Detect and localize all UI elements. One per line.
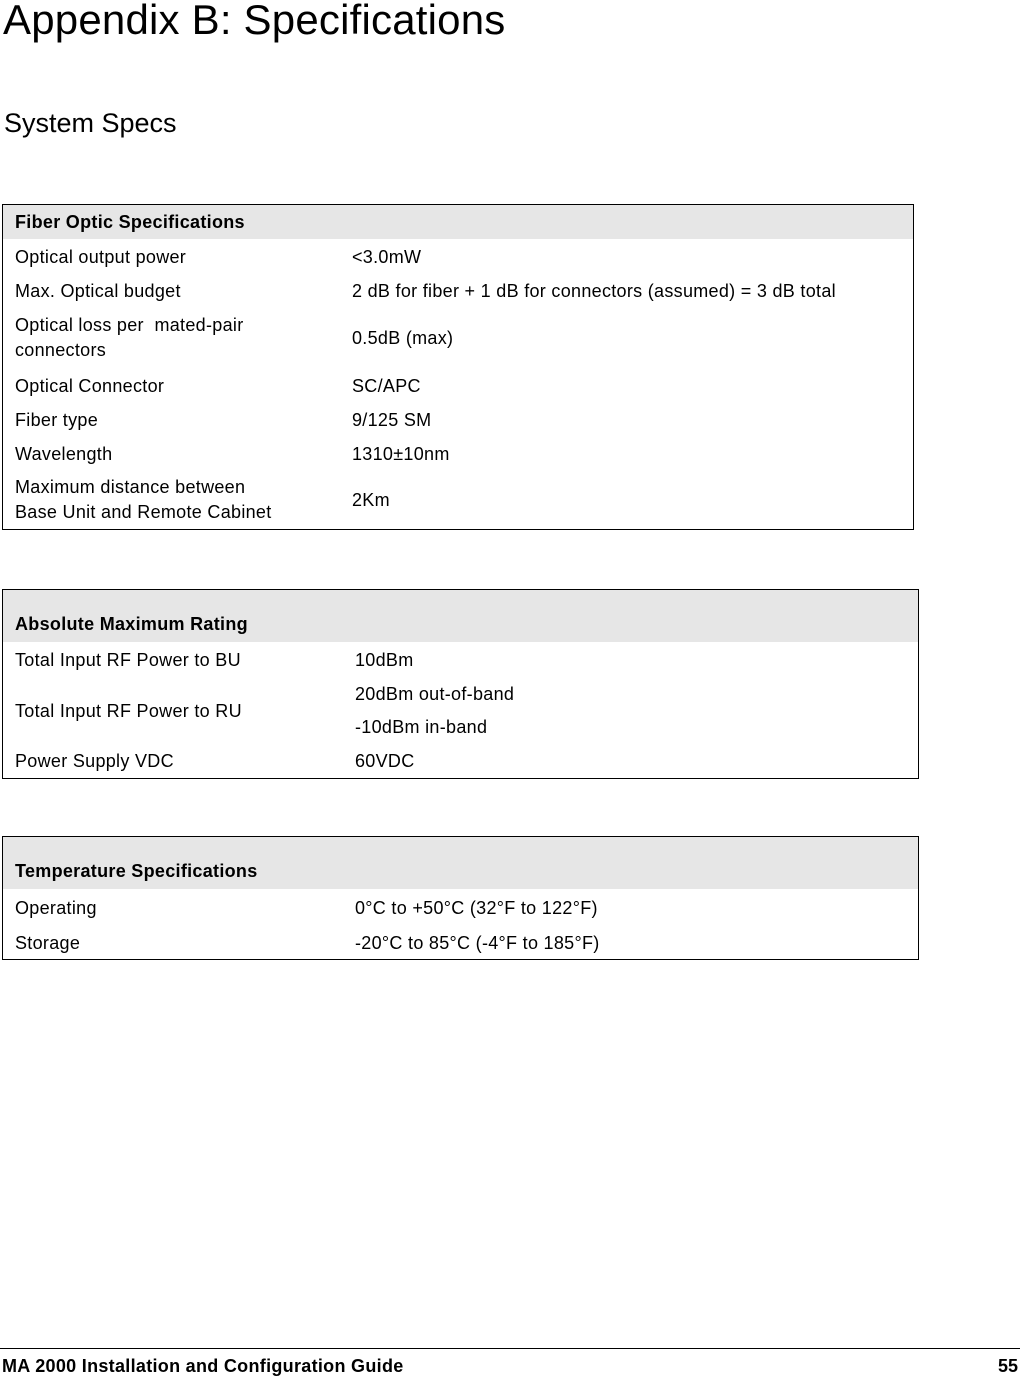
spec-value: 60VDC — [355, 750, 415, 771]
fiber-optic-table-header — [3, 205, 913, 239]
spec-value: 1310±10nm — [352, 443, 450, 464]
spec-value: <3.0mW — [352, 246, 422, 267]
spec-label: Total Input RF Power to RU — [15, 700, 242, 721]
table-row — [3, 307, 913, 369]
spec-value-line: 20dBm out-of-band — [355, 684, 515, 704]
spec-value: 2 dB for fiber + 1 dB for connectors (assumed) = 3 dB total — [352, 280, 836, 301]
table-row — [3, 275, 913, 307]
spec-label-line: connectors — [15, 340, 107, 360]
footer-divider — [0, 1348, 1020, 1349]
spec-label: Wavelength — [15, 443, 113, 464]
spec-value-line: -10dBm in-band — [355, 717, 488, 737]
spec-label — [3, 475, 352, 525]
spec-label: Power Supply VDC — [15, 750, 174, 771]
spec-value: 0°C to +50°C (32°F to 122°F) — [355, 897, 598, 918]
spec-value: 0.5dB (max) — [352, 327, 454, 348]
spec-label: Max. Optical budget — [15, 280, 181, 301]
table-row — [3, 678, 918, 744]
temperature-table — [2, 836, 919, 960]
footer-guide-title: MA 2000 Installation and Configuration Guide — [2, 1356, 404, 1376]
table-row — [3, 437, 913, 471]
fiber-optic-header-label: Fiber Optic Specifications — [15, 211, 245, 232]
table-row — [3, 403, 913, 437]
spec-label-line: Base Unit and Remote Cabinet — [15, 502, 272, 522]
spec-value: 9/125 SM — [352, 409, 432, 430]
spec-label: Fiber type — [15, 409, 99, 430]
spec-value — [355, 678, 514, 744]
spec-value: 2Km — [352, 489, 390, 510]
spec-value: -20°C to 85°C (-4°F to 185°F) — [355, 932, 600, 953]
table-row — [3, 369, 913, 403]
table-row — [3, 642, 918, 678]
spec-label-line: Optical loss per mated-pair — [15, 315, 244, 335]
table-row — [3, 927, 918, 959]
spec-label: Operating — [15, 897, 97, 918]
spec-label: Optical output power — [15, 246, 187, 267]
table-row — [3, 744, 918, 778]
table-row — [3, 471, 913, 529]
section-title: System Specs — [4, 108, 177, 138]
absolute-maximum-table-header — [3, 590, 918, 642]
fiber-optic-table — [2, 204, 914, 530]
absolute-maximum-table — [2, 589, 919, 779]
spec-value: SC/APC — [352, 375, 421, 396]
page-title: Appendix B: Specifications — [3, 0, 506, 43]
spec-label: Storage — [15, 932, 81, 953]
spec-label — [3, 313, 352, 363]
temperature-header-label: Temperature Specifications — [15, 861, 258, 881]
absolute-maximum-header-label: Absolute Maximum Rating — [15, 614, 248, 634]
table-row — [3, 889, 918, 927]
spec-label: Total Input RF Power to BU — [15, 649, 241, 670]
table-row — [3, 239, 913, 275]
spec-label: Optical Connector — [15, 375, 165, 396]
temperature-table-header — [3, 837, 918, 889]
spec-value: 10dBm — [355, 649, 414, 670]
footer-page-number: 55 — [997, 1356, 1018, 1376]
spec-label-line: Maximum distance between — [15, 477, 246, 497]
